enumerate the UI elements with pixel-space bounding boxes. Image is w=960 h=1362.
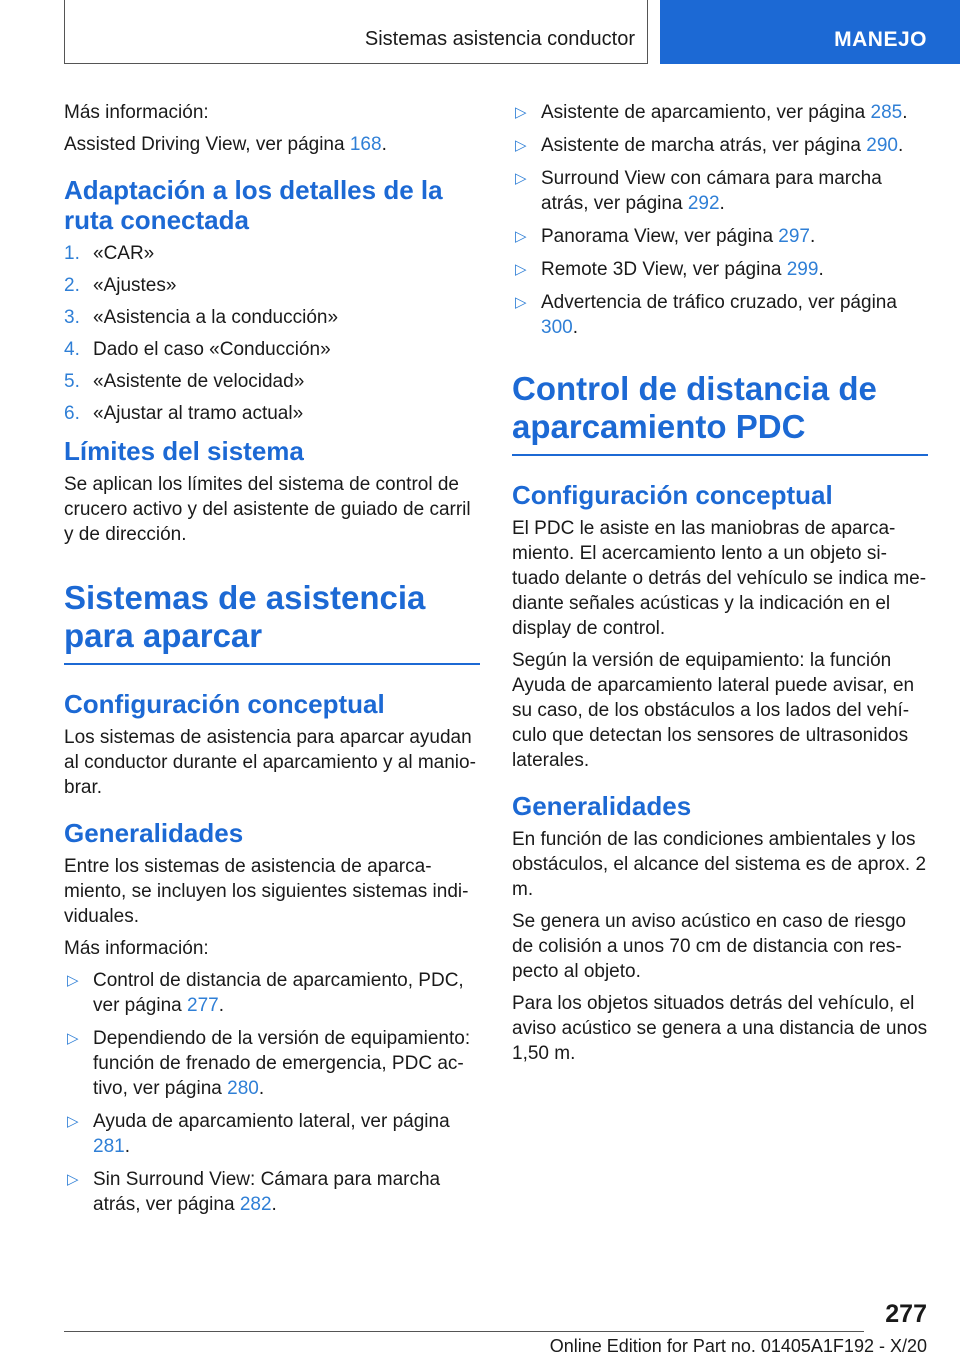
triangle-bullet-icon: ▷ [67,1171,79,1188]
general-heading: Generalidades [64,818,244,848]
parking-systems-list-continued [512,100,928,340]
general-paragraph: En función de las condiciones ambientales y los obstáculos, el alcance del sistema es de aprox. 2 m. [512,829,927,900]
chapter-tab[interactable] [660,0,960,64]
section-title: Sistemas asistencia conductor [364,28,635,50]
triangle-bullet-icon: ▷ [67,972,79,989]
list-item: ▷ Control de distancia de aparcamiento, PDC, ver página 277. [64,968,480,1018]
step-item [64,401,480,426]
list-item: ▷ Surround View con cámara para marcha atrás, ver página 292. [512,166,928,216]
step-text: «Ajustes» [93,275,177,296]
page-link[interactable]: 282 [239,1194,272,1215]
page-link[interactable]: 285 [870,102,903,123]
triangle-bullet-icon: ▷ [515,170,527,187]
step-item [64,241,480,266]
list-item: ▷ Panorama View, ver página 297. [512,224,928,249]
running-header [64,0,648,64]
assisted-driving-ref: Assisted Driving View, ver página 168. [64,134,387,155]
left-column [64,100,480,1225]
limits-heading: Límites del sistema [64,436,304,466]
chapter-tab-label: MANEJO [834,28,927,51]
step-text: «Asistente de velocidad» [93,371,305,392]
pdc-heading: Control de distancia de aparcamiento PDC [512,370,928,456]
list-item: ▷ Asistente de aparcamiento, ver página 285. [512,100,928,125]
concept-text: Los sistemas de asistencia para aparcar ayudan al conductor durante el aparcamiento y al maniobrar. [64,727,476,798]
step-number: 3. [64,307,80,328]
edition-footer: Online Edition for Part no. 01405A1F192 - X/20 [549,1336,927,1356]
page-link[interactable]: 292 [687,193,720,214]
general-paragraph: Se genera un aviso acústico en caso de riesgo de colisión a unos 70 cm de distancia con respecto al objeto. [512,911,906,982]
more-info-label: Más información: [64,102,209,123]
step-number: 4. [64,339,80,360]
page-number: 277 [885,1300,927,1328]
route-heading: Adaptación a los detalles de la ruta conectada [64,175,443,235]
parking-systems-heading: Sistemas de asistencia para aparcar [64,579,480,665]
general-heading: Generalidades [512,791,692,821]
footer-divider [64,1331,864,1332]
list-item: ▷ Ayuda de aparcamiento lateral, ver página 281. [64,1109,480,1159]
triangle-bullet-icon: ▷ [515,104,527,121]
steps-list [64,241,480,426]
page-link[interactable]: 300 [541,317,573,338]
list-item: ▷ Asistente de marcha atrás, ver página 290. [512,133,928,158]
list-item: ▷ Advertencia de tráfico cruzado, ver página 300. [512,290,928,340]
triangle-bullet-icon: ▷ [67,1030,79,1047]
step-text: Dado el caso «Conducción» [93,339,331,360]
step-number: 6. [64,403,80,424]
triangle-bullet-icon: ▷ [67,1113,79,1130]
limits-text: Se aplican los límites del sistema de control de crucero activo y del asistente de guiado de carril y de dirección. [64,474,471,545]
list-item: ▷ Sin Surround View: Cámara para marcha atrás, ver página 282. [64,1167,480,1217]
step-text: «CAR» [93,243,155,264]
page-link[interactable]: 297 [778,226,810,247]
more-info-label: Más información: [64,938,209,959]
step-number: 2. [64,275,80,296]
general-text: Entre los sistemas de asistencia de aparcamiento, se incluyen los siguientes sistemas individuales. [64,856,469,927]
page-link[interactable]: 281 [93,1136,125,1157]
list-item: ▷ Remote 3D View, ver página 299. [512,257,928,282]
page-link[interactable]: 299 [786,259,819,280]
step-number: 1. [64,243,80,264]
right-column [512,100,928,1073]
triangle-bullet-icon: ▷ [515,294,527,311]
triangle-bullet-icon: ▷ [515,137,527,154]
concept-heading: Configuración conceptual [64,689,385,719]
page-link[interactable]: 280 [227,1078,259,1099]
step-number: 5. [64,371,80,392]
triangle-bullet-icon: ▷ [515,261,527,278]
concept-heading: Configuración conceptual [512,480,833,510]
step-text: «Asistencia a la conducción» [93,307,339,328]
step-item [64,305,480,330]
concept-paragraph: El PDC le asiste en las maniobras de aparcamiento. El acercamiento lento a un objeto situado delante o detrás del vehículo se indica mediante señales acústicas y la indicación en el display de control. [512,518,927,639]
step-item [64,337,480,362]
triangle-bullet-icon: ▷ [515,228,527,245]
concept-paragraph: Según la versión de equipamiento: la función Ayuda de aparcamiento lateral puede avisar, en su caso, de los obstáculos a los lados del vehículo que detectan los sensores de ultrasonidos laterales. [512,650,915,771]
page-link[interactable]: 168 [349,134,382,155]
step-item [64,369,480,394]
step-text: «Ajustar al tramo actual» [93,403,304,424]
page-link[interactable]: 290 [866,135,898,156]
list-item: ▷ Dependiendo de la versión de equipamiento: función de frenado de emergencia, PDC activo, ver página 280. [64,1026,480,1101]
step-item [64,273,480,298]
page-link[interactable]: 277 [187,995,219,1016]
general-paragraph: Para los objetos situados detrás del vehículo, el aviso acústico se genera a una distancia de unos 1,50 m. [512,993,928,1064]
parking-systems-list [64,968,480,1217]
